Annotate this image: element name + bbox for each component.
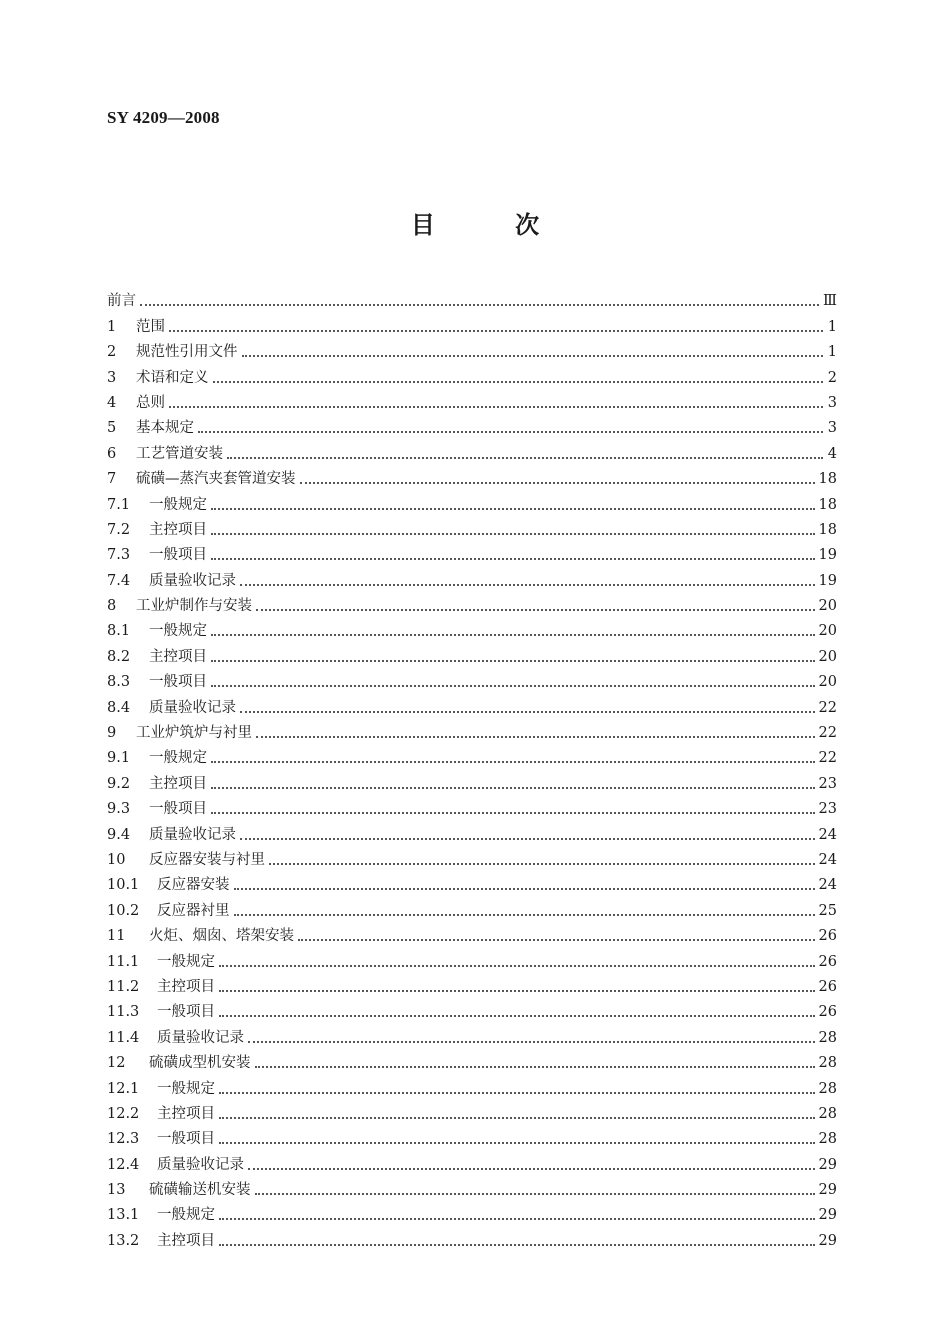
toc-entry-title: 主控项目 xyxy=(149,648,207,665)
toc-entry xyxy=(107,564,837,589)
toc-entry-number: 9.4 xyxy=(107,826,131,843)
toc-entry-title: 一般规定 xyxy=(157,1080,215,1097)
toc-entry-title: 主控项目 xyxy=(149,521,207,538)
toc-entry-number: 9.3 xyxy=(107,801,131,818)
dot-leader xyxy=(213,380,824,383)
toc-entry-page: 20 xyxy=(818,598,837,615)
toc-entry-title: 质量验收记录 xyxy=(157,1029,244,1046)
dot-leader xyxy=(219,989,815,992)
toc-title: 目 次 xyxy=(410,210,576,239)
dot-leader xyxy=(198,430,823,433)
dot-leader xyxy=(211,507,815,510)
toc-entry-page: 29 xyxy=(818,1156,837,1173)
toc-entry xyxy=(107,488,837,513)
toc-entry-page: 28 xyxy=(818,1080,837,1097)
dot-leader xyxy=(211,786,815,789)
toc-entry-title: 工业炉筑炉与衬里 xyxy=(136,725,252,742)
toc-entry-number: 11.1 xyxy=(107,953,140,970)
dot-leader xyxy=(140,303,819,306)
toc-entry-title: 一般规定 xyxy=(157,953,215,970)
toc-entry xyxy=(107,996,837,1021)
toc-entry-number: 11 xyxy=(107,928,126,945)
toc-entry-number: 12.2 xyxy=(107,1105,140,1122)
toc-entry xyxy=(107,894,837,919)
toc-entry-title: 主控项目 xyxy=(149,775,207,792)
toc-entry xyxy=(107,514,837,539)
toc-entry-title: 一般规定 xyxy=(157,1207,215,1224)
toc-entry-page: 29 xyxy=(818,1182,837,1199)
toc-entry-title: 硫磺输送机安装 xyxy=(149,1182,251,1199)
toc-entry-page: 26 xyxy=(818,978,837,995)
toc-entry-page: 26 xyxy=(818,1004,837,1021)
toc-entry-title: 硫磺—蒸汽夹套管道安装 xyxy=(136,471,296,488)
dot-leader xyxy=(256,608,815,611)
dot-leader xyxy=(269,862,815,865)
toc-entry-number: 7.1 xyxy=(107,496,131,513)
toc-entry-title: 前言 xyxy=(107,293,136,310)
toc-entry xyxy=(107,1098,837,1123)
toc-entry-page: 18 xyxy=(818,496,837,513)
toc-entry-number: 8.2 xyxy=(107,648,131,665)
toc-entry xyxy=(107,463,837,488)
toc-entry-title: 基本规定 xyxy=(136,420,194,437)
toc-entry-title: 反应器安装与衬里 xyxy=(149,851,265,868)
dot-leader xyxy=(255,1192,815,1195)
toc-entry-page: 29 xyxy=(818,1207,837,1224)
toc-entry-number: 7 xyxy=(107,471,117,488)
toc-entry-number: 5 xyxy=(107,420,117,437)
toc-entry-number: 8 xyxy=(107,598,117,615)
toc-entry-number: 13 xyxy=(107,1182,126,1199)
toc-entry-page: Ⅲ xyxy=(823,293,837,310)
toc-entry-page: 1 xyxy=(827,344,837,361)
dot-leader xyxy=(256,735,815,738)
toc-entry-page: 23 xyxy=(818,801,837,818)
toc-entry-title: 一般规定 xyxy=(149,496,207,513)
dot-leader xyxy=(227,456,823,459)
dot-leader xyxy=(234,913,815,916)
dot-leader xyxy=(255,1065,815,1068)
toc-entry-number: 8.1 xyxy=(107,623,131,640)
toc-entry-title: 一般规定 xyxy=(149,623,207,640)
toc-entry-title: 主控项目 xyxy=(157,1105,215,1122)
toc-entry xyxy=(107,818,837,843)
dot-leader xyxy=(219,1116,815,1119)
toc-entry-title: 一般项目 xyxy=(157,1004,215,1021)
dot-leader xyxy=(240,710,815,713)
toc-entry-page: 22 xyxy=(818,750,837,767)
toc-entry-number: 1 xyxy=(107,318,117,335)
toc-entry xyxy=(107,844,837,869)
toc-entry-number: 7.2 xyxy=(107,521,131,538)
dot-leader xyxy=(248,1040,815,1043)
dot-leader xyxy=(234,887,815,890)
toc-entry-number: 11.4 xyxy=(107,1029,140,1046)
toc-entry-title: 一般规定 xyxy=(149,750,207,767)
toc-entry-page: 18 xyxy=(818,521,837,538)
toc-entry xyxy=(107,615,837,640)
toc-entry xyxy=(107,666,837,691)
toc-entry-page: 28 xyxy=(818,1131,837,1148)
toc-entry-page: 26 xyxy=(818,928,837,945)
dot-leader xyxy=(240,583,815,586)
toc-entry-number: 9 xyxy=(107,725,117,742)
dot-leader xyxy=(219,1217,815,1220)
toc-entry-page: 28 xyxy=(818,1029,837,1046)
toc-entry xyxy=(107,1047,837,1072)
dot-leader xyxy=(211,532,815,535)
dot-leader xyxy=(211,557,815,560)
toc-entry-page: 20 xyxy=(818,623,837,640)
toc-entry-page: 28 xyxy=(818,1105,837,1122)
toc-entry-number: 12.4 xyxy=(107,1156,140,1173)
toc-entry-title: 质量验收记录 xyxy=(149,572,236,589)
toc-entry xyxy=(107,590,837,615)
toc-entry-title: 质量验收记录 xyxy=(157,1156,244,1173)
toc-entry xyxy=(107,310,837,335)
toc-entry xyxy=(107,1224,837,1249)
toc-entry xyxy=(107,1174,837,1199)
toc-entry-number: 6 xyxy=(107,445,117,462)
toc-entry-page: 19 xyxy=(818,572,837,589)
toc-entry xyxy=(107,717,837,742)
toc-entry-title: 主控项目 xyxy=(157,978,215,995)
toc-entry-page: 23 xyxy=(818,775,837,792)
toc-entry-number: 12.3 xyxy=(107,1131,140,1148)
dot-leader xyxy=(219,1243,815,1246)
toc-entry-number: 8.3 xyxy=(107,674,131,691)
toc-entry-title: 一般项目 xyxy=(149,801,207,818)
toc-entry xyxy=(107,1021,837,1046)
toc-entry-number: 10 xyxy=(107,851,126,868)
dot-leader xyxy=(219,1091,815,1094)
toc-entry-page: 24 xyxy=(818,851,837,868)
dot-leader xyxy=(240,837,815,840)
toc-entry-title: 质量验收记录 xyxy=(149,826,236,843)
toc-entry-title: 规范性引用文件 xyxy=(136,344,238,361)
toc-entry-page: 22 xyxy=(818,725,837,742)
toc-entry-number: 12 xyxy=(107,1055,126,1072)
toc-entry-page: 24 xyxy=(818,826,837,843)
dot-leader xyxy=(211,659,815,662)
toc-entry-title: 一般项目 xyxy=(157,1131,215,1148)
toc-entry-title: 术语和定义 xyxy=(136,369,209,386)
dot-leader xyxy=(211,811,815,814)
toc-entry xyxy=(107,336,837,361)
toc-entry-number: 7.4 xyxy=(107,572,131,589)
toc-entry-page: 19 xyxy=(818,547,837,564)
toc-entry xyxy=(107,1123,837,1148)
toc-entry xyxy=(107,387,837,412)
toc-entry xyxy=(107,285,837,310)
toc-entry-page: 18 xyxy=(818,471,837,488)
dot-leader xyxy=(248,1167,815,1170)
toc-entry-number: 9.1 xyxy=(107,750,131,767)
toc-entry-page: 20 xyxy=(818,648,837,665)
toc-entry-title: 反应器安装 xyxy=(157,877,230,894)
dot-leader xyxy=(298,938,815,941)
toc-entry-page: 20 xyxy=(818,674,837,691)
toc-entry-page: 24 xyxy=(818,877,837,894)
toc-entry-title: 反应器衬里 xyxy=(157,902,230,919)
toc-entry-title: 一般项目 xyxy=(149,674,207,691)
toc-entry-page: 26 xyxy=(818,953,837,970)
toc-entry-number: 3 xyxy=(107,369,117,386)
toc-entry xyxy=(107,1148,837,1173)
toc-entry xyxy=(107,412,837,437)
toc-entry-number: 13.1 xyxy=(107,1207,140,1224)
dot-leader xyxy=(219,1014,815,1017)
dot-leader xyxy=(211,633,815,636)
toc-entry-number: 10.1 xyxy=(107,877,140,894)
toc-entry xyxy=(107,945,837,970)
document-code: SY 4209—2008 xyxy=(107,108,220,127)
toc-entry-title: 硫磺成型机安装 xyxy=(149,1055,251,1072)
toc-entry-title: 质量验收记录 xyxy=(149,699,236,716)
toc-entry-page: 22 xyxy=(818,699,837,716)
dot-leader xyxy=(219,1141,815,1144)
dot-leader xyxy=(169,405,823,408)
table-of-contents xyxy=(107,285,837,1250)
toc-entry xyxy=(107,742,837,767)
toc-entry-number: 10.2 xyxy=(107,902,140,919)
dot-leader xyxy=(211,684,815,687)
toc-entry-title: 一般项目 xyxy=(149,547,207,564)
toc-entry xyxy=(107,437,837,462)
toc-entry-page: 3 xyxy=(827,420,837,437)
toc-entry-number: 8.4 xyxy=(107,699,131,716)
toc-entry-page: 25 xyxy=(818,902,837,919)
toc-entry xyxy=(107,767,837,792)
toc-entry xyxy=(107,920,837,945)
dot-leader xyxy=(169,329,823,332)
toc-entry xyxy=(107,1199,837,1224)
dot-leader xyxy=(219,964,815,967)
toc-entry-number: 9.2 xyxy=(107,775,131,792)
toc-entry-title: 工业炉制作与安装 xyxy=(136,598,252,615)
toc-entry-number: 12.1 xyxy=(107,1080,140,1097)
dot-leader xyxy=(300,481,815,484)
toc-entry xyxy=(107,691,837,716)
toc-entry-page: 29 xyxy=(818,1232,837,1249)
toc-entry xyxy=(107,869,837,894)
toc-entry xyxy=(107,971,837,996)
toc-entry-page: 4 xyxy=(827,445,837,462)
dot-leader xyxy=(242,354,824,357)
toc-entry xyxy=(107,539,837,564)
toc-entry xyxy=(107,640,837,665)
toc-entry-number: 13.2 xyxy=(107,1232,140,1249)
toc-entry-title: 总则 xyxy=(136,394,165,411)
toc-entry-number: 11.3 xyxy=(107,1004,140,1021)
toc-entry-title: 火炬、烟囱、塔架安装 xyxy=(149,928,294,945)
toc-entry-number: 4 xyxy=(107,394,117,411)
toc-entry-page: 3 xyxy=(827,394,837,411)
toc-entry-number: 2 xyxy=(107,344,117,361)
toc-entry xyxy=(107,1072,837,1097)
toc-entry-number: 7.3 xyxy=(107,547,131,564)
toc-entry-page: 2 xyxy=(827,369,837,386)
toc-entry xyxy=(107,793,837,818)
toc-entry-title: 主控项目 xyxy=(157,1232,215,1249)
toc-entry xyxy=(107,361,837,386)
dot-leader xyxy=(211,760,815,763)
toc-entry-title: 工艺管道安装 xyxy=(136,445,223,462)
toc-entry-title: 范围 xyxy=(136,318,165,335)
toc-entry-number: 11.2 xyxy=(107,978,140,995)
toc-entry-page: 28 xyxy=(818,1055,837,1072)
toc-entry-page: 1 xyxy=(827,318,837,335)
